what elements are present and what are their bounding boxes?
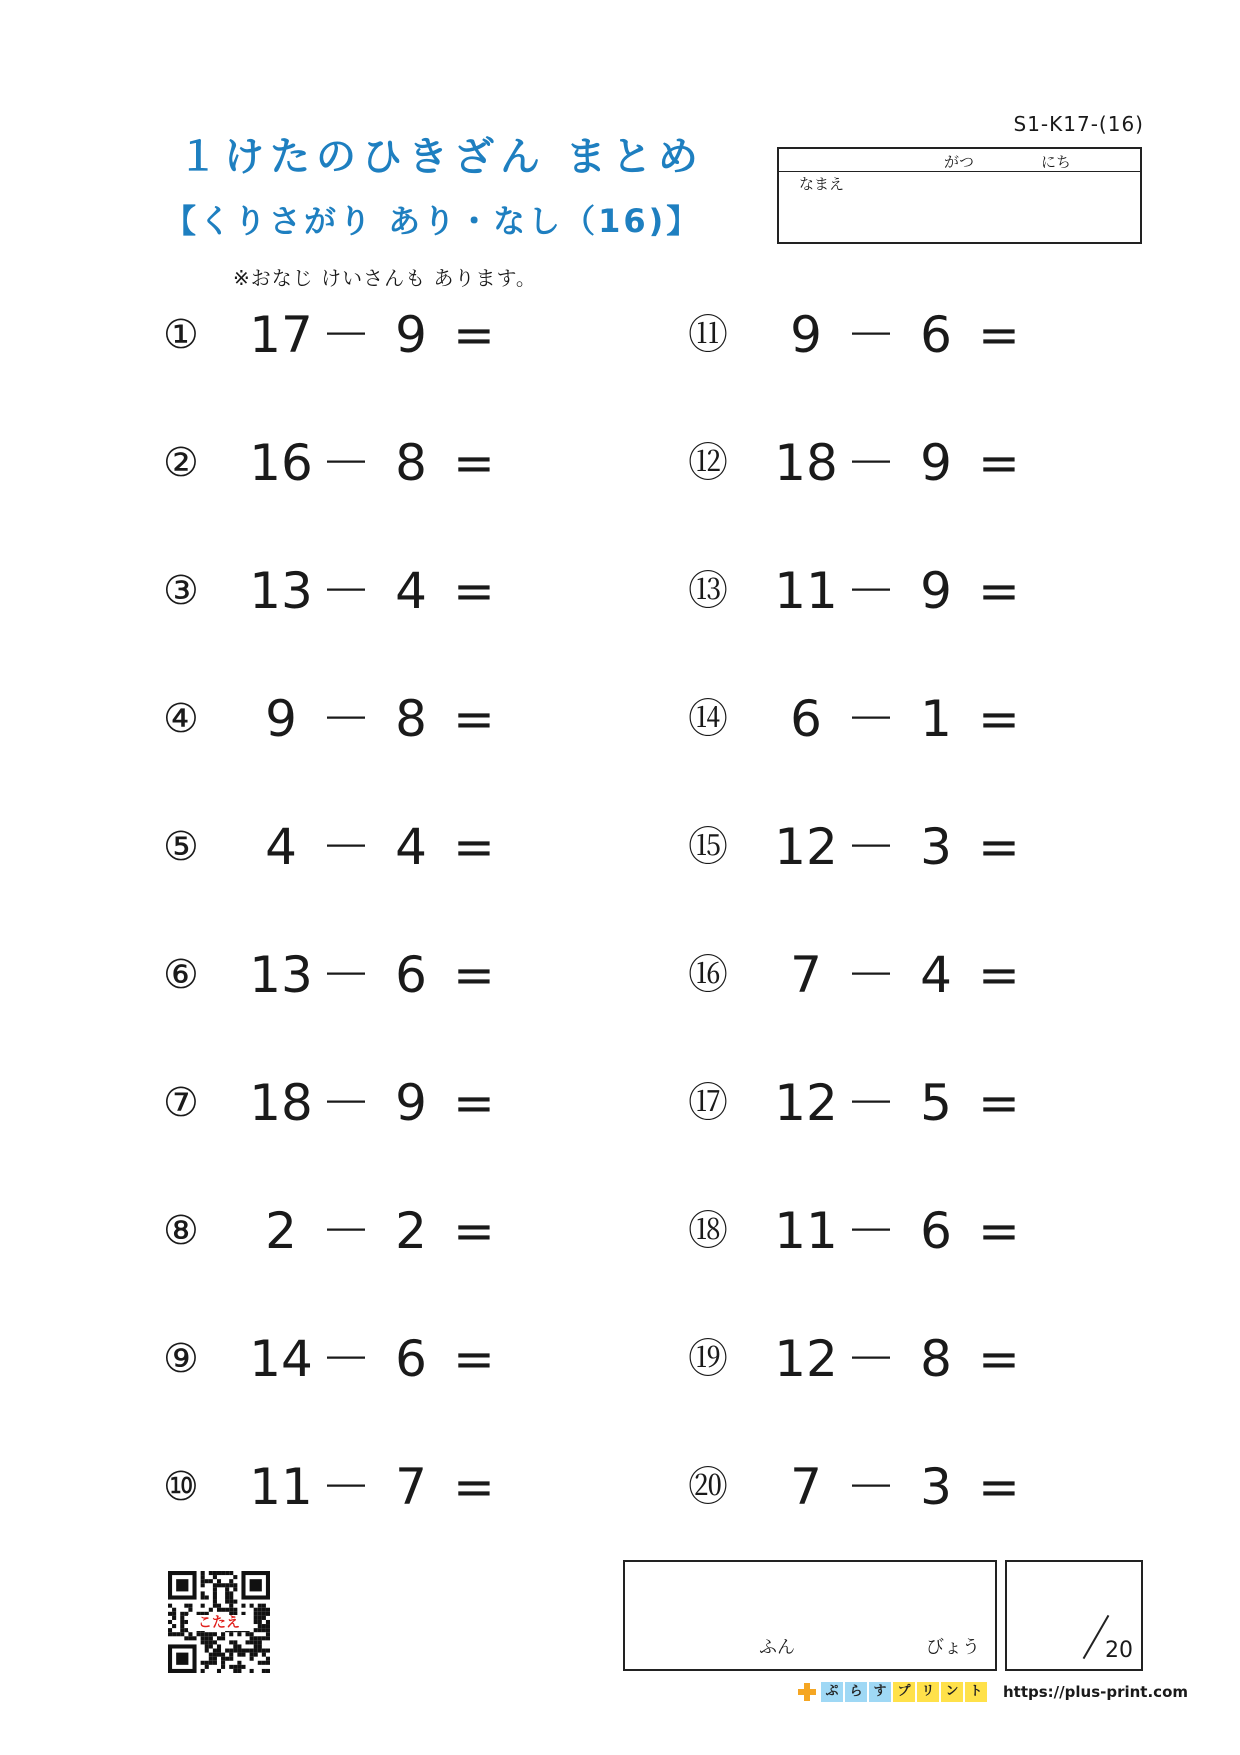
minuend: 12 (774, 818, 838, 876)
seconds-label: びょう (926, 1637, 980, 1658)
problem (688, 1196, 1028, 1266)
time-box[interactable] (623, 1560, 997, 1671)
note: ※おなじ けいさんも あります。 (233, 266, 537, 290)
subtrahend: 6 (395, 946, 427, 1004)
minuend: 18 (249, 1074, 313, 1132)
page-title: １けたのひきざん まとめ (178, 134, 704, 180)
score-total: 20 (1105, 1638, 1133, 1663)
equals-sign: = (978, 1202, 1020, 1260)
date-row[interactable] (779, 149, 1140, 172)
equals-sign: = (978, 818, 1020, 876)
name-date-box[interactable] (777, 147, 1142, 244)
minuend: 13 (249, 562, 313, 620)
equals-sign: = (453, 818, 495, 876)
worksheet-code: S1-K17-(16) (1013, 112, 1144, 136)
problem (163, 940, 503, 1010)
problem-number: ⑯ (688, 952, 728, 998)
brand-char: リ (917, 1682, 939, 1702)
minus-sign: － (321, 1458, 371, 1516)
problem-number: ④ (163, 696, 199, 742)
minus-sign: － (846, 946, 896, 1004)
name-label: なまえ (799, 175, 845, 193)
subtrahend: 4 (395, 562, 427, 620)
problem (163, 1196, 503, 1266)
minus-sign: － (846, 1202, 896, 1260)
site-url[interactable]: https://plus-print.com (1003, 1683, 1189, 1701)
plus-logo-icon (797, 1682, 817, 1702)
problem (688, 556, 1028, 626)
equals-sign: = (453, 1330, 495, 1388)
equals-sign: = (978, 1330, 1020, 1388)
equals-sign: = (453, 946, 495, 1004)
problem-number: ⑦ (163, 1080, 199, 1126)
subtrahend: 6 (920, 306, 952, 364)
problem (163, 812, 503, 882)
problem (688, 428, 1028, 498)
minus-sign: － (846, 562, 896, 620)
problem-number: ⑭ (688, 696, 728, 742)
problem-number: ⑲ (688, 1336, 728, 1382)
problem (163, 556, 503, 626)
brand-char: プ (893, 1682, 915, 1702)
subtrahend: 3 (920, 818, 952, 876)
subtrahend: 9 (920, 562, 952, 620)
month-label: がつ (944, 153, 975, 171)
score-box[interactable] (1005, 1560, 1143, 1671)
problem (688, 940, 1028, 1010)
problem-number: ⑳ (688, 1464, 728, 1510)
equals-sign: = (978, 434, 1020, 492)
equals-sign: = (453, 1202, 495, 1260)
problem (688, 1068, 1028, 1138)
equals-sign: = (978, 562, 1020, 620)
subtrahend: 7 (395, 1458, 427, 1516)
minus-sign: － (321, 1330, 371, 1388)
minus-sign: － (846, 1074, 896, 1132)
minuend: 16 (249, 434, 313, 492)
equals-sign: = (453, 690, 495, 748)
brand-char: ぷ (821, 1682, 843, 1702)
problem (688, 684, 1028, 754)
problem (163, 428, 503, 498)
day-label: にち (1041, 153, 1072, 171)
brand-char: ト (965, 1682, 987, 1702)
problem-number: ⑫ (688, 440, 728, 486)
subtrahend: 8 (395, 690, 427, 748)
problem-number: ⑧ (163, 1208, 199, 1254)
subtrahend: 8 (920, 1330, 952, 1388)
problem-number: ⑮ (688, 824, 728, 870)
problem (163, 1068, 503, 1138)
subtrahend: 2 (395, 1202, 427, 1260)
minus-sign: － (321, 306, 371, 364)
minuend: 13 (249, 946, 313, 1004)
minus-sign: － (846, 1330, 896, 1388)
equals-sign: = (978, 306, 1020, 364)
minuend: 9 (790, 306, 822, 364)
subtrahend: 5 (920, 1074, 952, 1132)
problem-number: ① (163, 312, 199, 358)
minuend: 12 (774, 1074, 838, 1132)
brand-name (821, 1682, 989, 1702)
minuend: 18 (774, 434, 838, 492)
subtrahend: 6 (920, 1202, 952, 1260)
subtrahend: 1 (920, 690, 952, 748)
minuend: 7 (790, 946, 822, 1004)
problem-number: ⑱ (688, 1208, 728, 1254)
minus-sign: － (321, 1074, 371, 1132)
equals-sign: = (453, 434, 495, 492)
minus-sign: － (846, 690, 896, 748)
equals-sign: = (453, 306, 495, 364)
minus-sign: － (321, 690, 371, 748)
minuend: 14 (249, 1330, 313, 1388)
equals-sign: = (453, 1458, 495, 1516)
subtrahend: 9 (920, 434, 952, 492)
minuend: 6 (790, 690, 822, 748)
subtrahend: 6 (395, 1330, 427, 1388)
subtrahend: 9 (395, 306, 427, 364)
problem (688, 812, 1028, 882)
problem (163, 1452, 503, 1522)
brand-footer (797, 1681, 1188, 1703)
minus-sign: － (321, 946, 371, 1004)
minuend: 11 (774, 562, 838, 620)
subtrahend: 9 (395, 1074, 427, 1132)
problem-number: ⑨ (163, 1336, 199, 1382)
minuend: 11 (774, 1202, 838, 1260)
equals-sign: = (978, 1458, 1020, 1516)
minuend: 2 (265, 1202, 297, 1260)
minutes-label: ふん (759, 1637, 795, 1658)
problem-number: ⑬ (688, 568, 728, 614)
subtrahend: 8 (395, 434, 427, 492)
equals-sign: = (978, 690, 1020, 748)
problem (163, 300, 503, 370)
equals-sign: = (453, 562, 495, 620)
minus-sign: － (321, 562, 371, 620)
minus-sign: － (321, 818, 371, 876)
minuend: 17 (249, 306, 313, 364)
minuend: 4 (265, 818, 297, 876)
minus-sign: － (846, 818, 896, 876)
problem-number: ⑥ (163, 952, 199, 998)
minuend: 7 (790, 1458, 822, 1516)
minus-sign: － (846, 434, 896, 492)
problem-number: ⑰ (688, 1080, 728, 1126)
problem (688, 300, 1028, 370)
problem (163, 684, 503, 754)
minuend: 9 (265, 690, 297, 748)
problem-number: ⑪ (688, 312, 728, 358)
problem-number: ⑩ (163, 1464, 199, 1510)
minuend: 11 (249, 1458, 313, 1516)
problem (688, 1324, 1028, 1394)
brand-char: ら (845, 1682, 867, 1702)
subtrahend: 3 (920, 1458, 952, 1516)
problem (163, 1324, 503, 1394)
problem-number: ③ (163, 568, 199, 614)
minuend: 12 (774, 1330, 838, 1388)
problem-number: ⑤ (163, 824, 199, 870)
answer-qr-code[interactable] (168, 1571, 270, 1673)
minus-sign: － (846, 1458, 896, 1516)
equals-sign: = (978, 1074, 1020, 1132)
subtrahend: 4 (395, 818, 427, 876)
subtrahend: 4 (920, 946, 952, 1004)
minus-sign: － (846, 306, 896, 364)
problem-number: ② (163, 440, 199, 486)
minus-sign: － (321, 434, 371, 492)
problem (688, 1452, 1028, 1522)
page-subtitle: 【くりさがり あり・なし（16)】 (164, 202, 702, 240)
brand-char: ン (941, 1682, 963, 1702)
equals-sign: = (453, 1074, 495, 1132)
equals-sign: = (978, 946, 1020, 1004)
minus-sign: － (321, 1202, 371, 1260)
qr-answer-label: こたえ (188, 1615, 250, 1631)
brand-char: す (869, 1682, 891, 1702)
